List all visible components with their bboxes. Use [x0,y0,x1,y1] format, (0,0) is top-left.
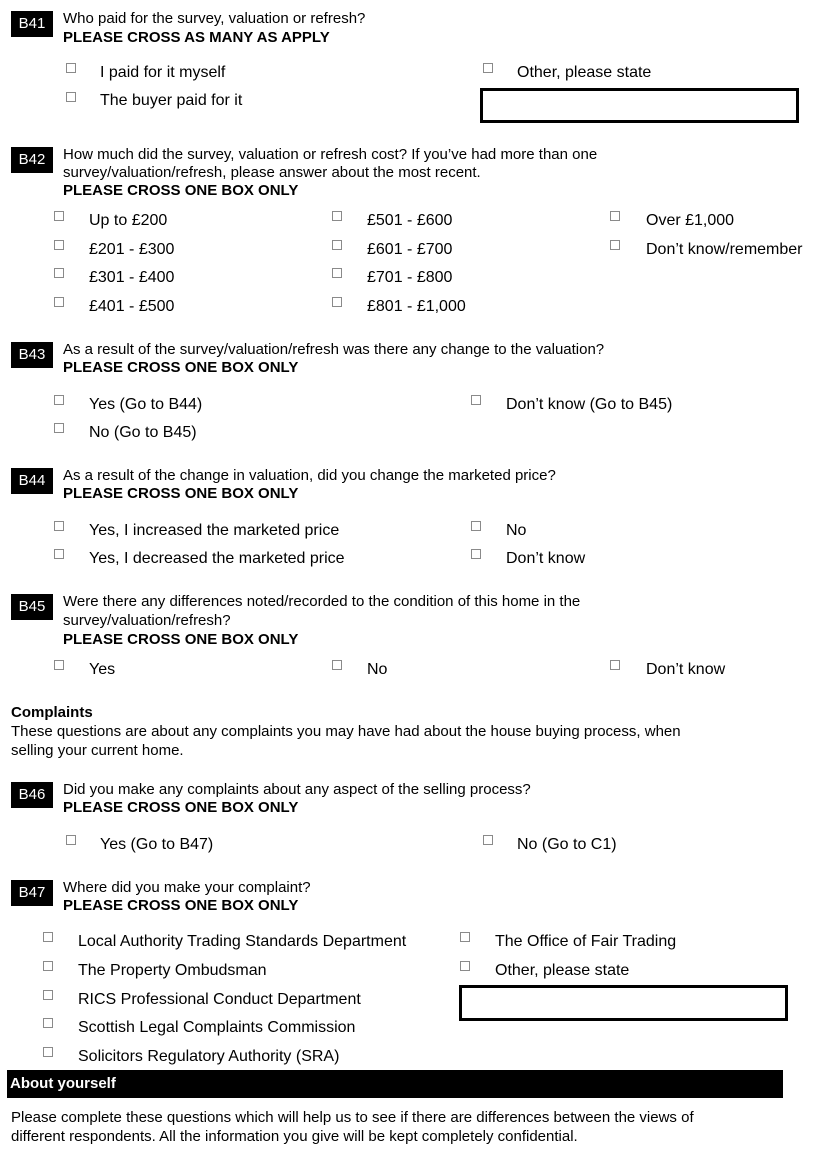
option-201-300: £201 - £300 [89,241,175,258]
option-sra: Solicitors Regulatory Authority (SRA) [78,1048,340,1065]
option-no-b45: No (Go to B45) [89,424,197,441]
option-dont-know-b45: Don’t know (Go to B45) [506,396,673,413]
option-501-600: £501 - £600 [367,212,453,229]
option-office-fair-trading: The Office of Fair Trading [495,933,677,950]
instruction-b42: PLEASE CROSS ONE BOX ONLY [63,182,299,199]
checkbox-up-to-200[interactable] [54,211,64,221]
instruction-b41: PLEASE CROSS AS MANY AS APPLY [63,29,330,46]
option-property-ombudsman: The Property Ombudsman [78,962,267,979]
checkbox-no-b45[interactable] [54,423,64,433]
checkbox-dont-know-b45[interactable] [471,395,481,405]
checkbox-rics[interactable] [43,990,53,1000]
checkbox-no-c1[interactable] [483,835,493,845]
instruction-b43: PLEASE CROSS ONE BOX ONLY [63,359,299,376]
checkbox-property-ombudsman[interactable] [43,961,53,971]
question-number-b42: B42 [11,147,53,173]
complaints-intro-line2: selling your current home. [11,742,184,759]
checkbox-increased-price[interactable] [54,521,64,531]
option-301-400: £301 - £400 [89,269,175,286]
option-decreased-price: Yes, I decreased the marketed price [89,550,345,567]
option-rics: RICS Professional Conduct Department [78,991,361,1008]
instruction-b45: PLEASE CROSS ONE BOX ONLY [63,631,299,648]
option-801-1000: £801 - £1,000 [367,298,466,315]
question-text-b45-line1: Were there any differences noted/recorded to the condition of this home in the [63,593,581,610]
option-dont-know-remember: Don’t know/remember [646,241,803,258]
checkbox-scottish-legal[interactable] [43,1018,53,1028]
option-no-b45q: No [367,661,388,678]
checkbox-office-fair-trading[interactable] [460,932,470,942]
checkbox-401-500[interactable] [54,297,64,307]
checkbox-over-1000[interactable] [610,211,620,221]
option-701-800: £701 - £800 [367,269,453,286]
option-trading-standards: Local Authority Trading Standards Department [78,933,407,950]
checkbox-yes-b44[interactable] [54,395,64,405]
question-text-b47: Where did you make your complaint? [63,879,311,896]
option-yes-b44: Yes (Go to B44) [89,396,203,413]
question-text-b44: As a result of the change in valuation, did you change the marketed price? [63,467,556,484]
option-401-500: £401 - £500 [89,298,175,315]
checkbox-paid-myself[interactable] [66,63,76,73]
checkbox-dont-know-b45q[interactable] [610,660,620,670]
instruction-b46: PLEASE CROSS ONE BOX ONLY [63,799,299,816]
question-text-b45-line2: survey/valuation/refresh? [63,612,231,629]
option-dont-know-b44: Don’t know [506,550,586,567]
checkbox-no-b44[interactable] [471,521,481,531]
option-over-1000: Over £1,000 [646,212,735,229]
about-text-line2: different respondents. All the information you give will be kept completely confidential. [11,1128,578,1145]
option-paid-myself: I paid for it myself [100,64,226,81]
checkbox-yes-b47[interactable] [66,835,76,845]
question-number-b41: B41 [11,11,53,37]
option-no-c1: No (Go to C1) [517,836,617,853]
checkbox-no-b45q[interactable] [332,660,342,670]
question-number-b45: B45 [11,594,53,620]
other-state-input-b47[interactable] [459,985,788,1021]
question-text-b46: Did you make any complaints about any aspect of the selling process? [63,781,531,798]
checkbox-601-700[interactable] [332,240,342,250]
checkbox-dont-know-b44[interactable] [471,549,481,559]
complaints-heading: Complaints [11,704,93,721]
option-other-state-b47: Other, please state [495,962,630,979]
checkbox-trading-standards[interactable] [43,932,53,942]
checkbox-sra[interactable] [43,1047,53,1057]
about-yourself-header: About yourself [7,1070,783,1098]
option-increased-price: Yes, I increased the marketed price [89,522,340,539]
other-state-input-b41[interactable] [480,88,799,123]
instruction-b44: PLEASE CROSS ONE BOX ONLY [63,485,299,502]
question-text-b42-line1: How much did the survey, valuation or refresh cost? If you’ve had more than one [63,146,598,163]
checkbox-201-300[interactable] [54,240,64,250]
instruction-b47: PLEASE CROSS ONE BOX ONLY [63,897,299,914]
question-number-b46: B46 [11,782,53,808]
option-dont-know-b45q: Don’t know [646,661,726,678]
checkbox-decreased-price[interactable] [54,549,64,559]
question-text-b43: As a result of the survey/valuation/refresh was there any change to the valuation? [63,341,605,358]
checkbox-301-400[interactable] [54,268,64,278]
question-text-b42-line2: survey/valuation/refresh, please answer about the most recent. [63,164,481,181]
checkbox-other-state-b41[interactable] [483,63,493,73]
question-number-b44: B44 [11,468,53,494]
option-no-b44: No [506,522,527,539]
about-text-line1: Please complete these questions which will help us to see if there are differences between the views of [11,1109,694,1126]
checkbox-dont-know-remember[interactable] [610,240,620,250]
option-601-700: £601 - £700 [367,241,453,258]
checkbox-yes-b45[interactable] [54,660,64,670]
checkbox-other-state-b47[interactable] [460,961,470,971]
option-buyer-paid: The buyer paid for it [100,92,243,109]
question-text-b41: Who paid for the survey, valuation or refresh? [63,10,366,27]
option-yes-b45: Yes [89,661,116,678]
checkbox-buyer-paid[interactable] [66,92,76,102]
option-other-state-b41: Other, please state [517,64,652,81]
checkbox-501-600[interactable] [332,211,342,221]
complaints-intro-line1: These questions are about any complaints you may have had about the house buying process, when [11,723,681,740]
checkbox-701-800[interactable] [332,268,342,278]
question-number-b43: B43 [11,342,53,368]
option-up-to-200: Up to £200 [89,212,168,229]
question-number-b47: B47 [11,880,53,906]
checkbox-801-1000[interactable] [332,297,342,307]
option-yes-b47: Yes (Go to B47) [100,836,214,853]
option-scottish-legal: Scottish Legal Complaints Commission [78,1019,356,1036]
